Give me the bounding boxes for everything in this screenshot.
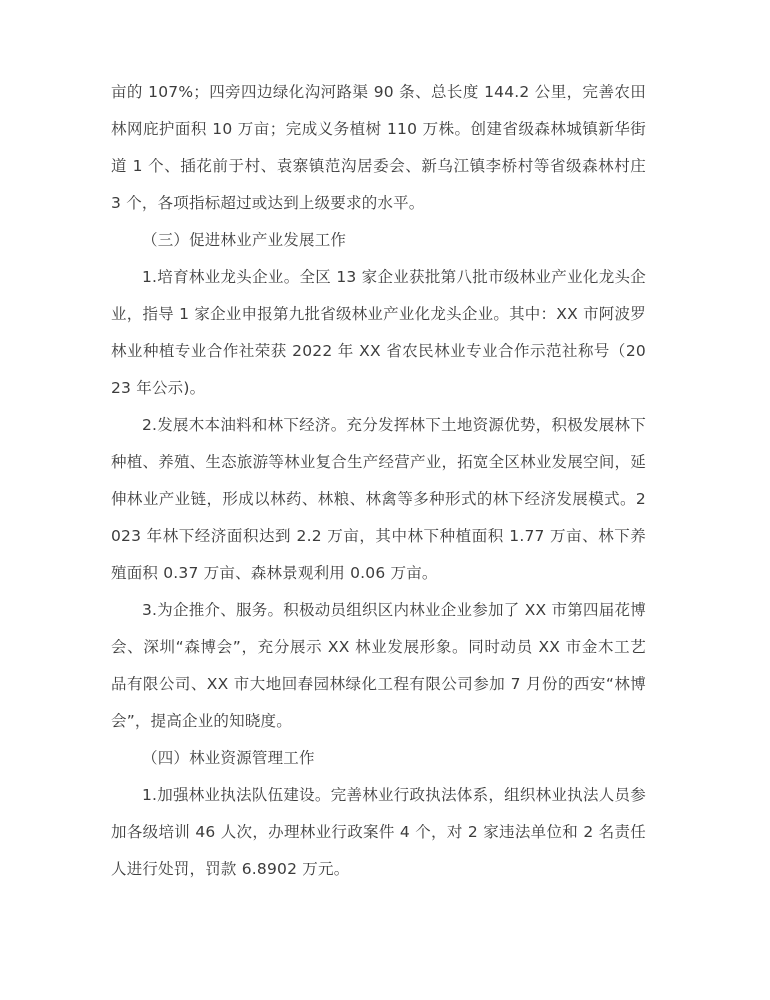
document-text-block	[111, 74, 646, 888]
paragraph-enterprise-promotion: 3.为企推介、服务。积极动员组织区内林业企业参加了 XX 市第四届花博会、深圳“森博会”，充分展示 XX 林业发展形象。同时动员 XX 市金木工艺品有限公司、XX 市大地回春园林绿化工程有限公司参加 7 月份的西安“林博会”，提高企业的知晓度。	[111, 601, 646, 730]
paragraph-law-enforcement: 1.加强林业执法队伍建设。完善林业行政执法体系，组织林业执法人员参加各级培训 46 人次，办理林业行政案件 4 个，对 2 家违法单位和 2 名责任人进行处罚，罚款 6.8902 万元。	[111, 786, 646, 878]
paragraph-page-continuation: 亩的 107%；四旁四边绿化沟河路渠 90 条、总长度 144.2 公里，完善农田林网庇护面积 10 万亩；完成义务植树 110 万株。创建省级森林城镇新华街道 1 个、插花前于村、袁寨镇范沟居委会、新乌江镇李桥村等省级森林村庄 3 个，各项指标超过或达到上级要求的水平。	[111, 83, 646, 212]
heading-section-4-resource-management: （四）林业资源管理工作	[142, 749, 315, 767]
heading-section-3-industry-development: （三）促进林业产业发展工作	[142, 231, 347, 249]
paragraph-understory-economy: 2.发展木本油料和林下经济。充分发挥林下土地资源优势，积极发展林下种植、养殖、生态旅游等林业复合生产经营产业，拓宽全区林业发展空间，延伸林业产业链，形成以林药、林粮、林禽等多种形式的林下经济发展模式。2023 年林下经济面积达到 2.2 万亩，其中林下种植面积 1.77 万亩、林下养殖面积 0.37 万亩、森林景观利用 0.06 万亩。	[111, 416, 646, 582]
paragraph-leading-enterprises: 1.培育林业龙头企业。全区 13 家企业获批第八批市级林业产业化龙头企业，指导 1 家企业申报第九批省级林业产业化龙头企业。其中：XX 市阿波罗林业种植专业合作社荣获 2022 年 XX 省农民林业专业合作示范社称号（2023 年公示)。	[111, 268, 646, 397]
